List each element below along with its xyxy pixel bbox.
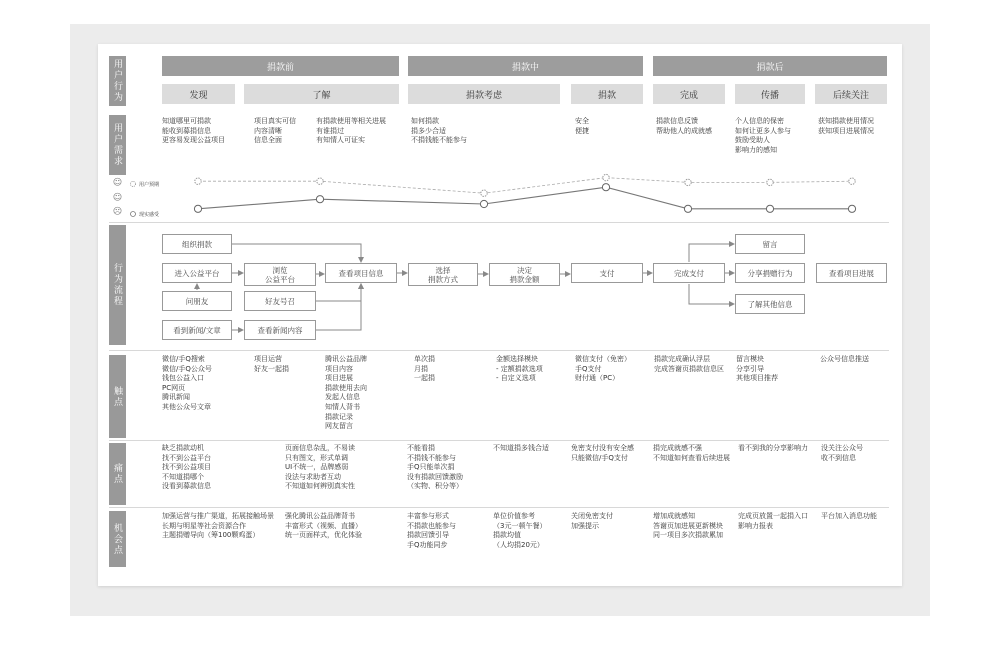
touchpoint-discover: 微信/手Q搜索 微信/手Q公众号 钱包公益入口 PC网页 腾讯新闻 其他公众号文章 <box>162 355 212 411</box>
touchpoint-complete: 捐款完成确认浮层 完成答谢页捐款信息区 <box>654 355 724 373</box>
flow-view-progress: 查看项目进展 <box>816 263 887 283</box>
flow-message: 留言 <box>735 234 805 254</box>
touchpoint-understand-2: 腾讯公益品牌 项目内容 项目进展 捐款使用去向 发起人信息 知情人背书 捐款记录 网友留言 <box>325 355 367 431</box>
data-point-actual <box>848 205 855 212</box>
flow-enter-platform: 进入公益平台 <box>162 263 232 283</box>
data-point-actual <box>194 205 201 212</box>
flow-pay: 支付 <box>571 263 643 283</box>
need-discover: 知道哪里可捐款 能收到募捐信息 更容易发现公益项目 <box>162 117 225 145</box>
opportunity-complete: 增加成就感知 答谢页加进展更新模块 同一项目多次捐款累加 <box>653 512 723 540</box>
stage-donate: 捐款 <box>571 84 643 104</box>
flow-browse: 浏览 公益平台 <box>244 263 316 286</box>
pain-consider-1: 不能看捐 不捐钱不能参与 手Q只能单次捐 没有捐款回馈激励 （实物、积分等） <box>407 444 463 491</box>
neutral-face-icon: ☺ <box>112 193 123 203</box>
pain-understand: 页面信息杂乱，不易读 只有图文，形式单调 UI不统一，品牌感弱 没法与求助者互动 不知道如何辨别真实性 <box>285 444 355 491</box>
flow-view-info: 查看项目信息 <box>325 263 397 283</box>
side-label-pain-points: 痛点 <box>109 443 126 505</box>
data-point-expected <box>767 179 773 185</box>
pain-spread: 看不到我的分享影响力 <box>738 444 808 452</box>
legend-expected: 用户预期 <box>139 182 160 188</box>
flow-arrow <box>316 284 361 330</box>
phase-after-donation: 捐款后 <box>653 56 887 76</box>
opportunity-follow-up: 平台加入消息功能 <box>821 512 877 520</box>
touchpoint-spread: 留言模块 分享引导 其他项目推荐 <box>736 355 778 383</box>
touchpoint-consider-1: 单次捐 月捐 一起捐 <box>414 355 435 383</box>
flow-ask-friend: 问朋友 <box>162 291 232 311</box>
flow-arrow <box>232 244 361 262</box>
pain-consider-2: 不知道捐多钱合适 <box>493 444 549 452</box>
opportunity-donate: 关闭免密支付 加强提示 <box>571 512 613 530</box>
stage-understand: 了解 <box>244 84 399 104</box>
data-point-expected <box>849 178 855 184</box>
flow-share: 分享捐赠行为 <box>735 263 805 283</box>
touchpoint-understand-1: 项目运营 好友一起捐 <box>254 355 289 373</box>
need-follow-up: 获知捐款使用情况 获知项目进展情况 <box>818 117 874 135</box>
data-point-actual <box>316 196 323 203</box>
side-label-user-behavior: 用户行为 <box>109 56 126 106</box>
side-label-opportunities: 机会点 <box>109 511 126 567</box>
touchpoint-follow-up: 公众号信息推送 <box>820 355 869 363</box>
phase-during-donation: 捐款中 <box>408 56 643 76</box>
need-understand-1: 项目真实可信 内容清晰 信息全面 <box>254 117 296 145</box>
pain-follow-up: 没关注公众号 收不到信息 <box>821 444 863 462</box>
flow-decide-amount: 决定 捐款金额 <box>489 263 560 286</box>
opportunity-discover: 加强运营与推广渠道，拓展接触场景 长期与明星等社会资源合作 主题捐赠导向（筹100颗鸡蛋） <box>162 512 274 540</box>
flow-view-news: 查看新闻内容 <box>244 320 316 340</box>
need-complete: 捐款信息反馈 帮助他人的成就感 <box>656 117 712 135</box>
flow-friend-call: 好友号召 <box>244 291 316 311</box>
flow-organize: 组织捐款 <box>162 234 232 254</box>
flow-see-news: 看到新闻/文章 <box>162 320 232 340</box>
stage-consider: 捐款考虑 <box>408 84 560 104</box>
data-point-actual <box>766 205 773 212</box>
data-point-expected <box>603 174 609 180</box>
flow-complete-pay: 完成支付 <box>653 263 725 283</box>
need-donate: 安全 便捷 <box>575 117 589 135</box>
data-point-actual <box>480 200 487 207</box>
stage-complete: 完成 <box>653 84 725 104</box>
touchpoint-consider-2: 金额选择模块 - 定额捐款选项 - 自定义选项 <box>496 355 543 383</box>
legend-actual-marker <box>131 212 136 217</box>
touchpoint-donate: 微信支付（免密） 手Q支付 财付通（PC） <box>575 355 631 383</box>
side-label-user-needs: 用户需求 <box>109 115 126 175</box>
opportunity-understand: 强化腾讯公益品牌背书 丰富形式（视频、直播） 统一页面样式，优化体验 <box>285 512 362 540</box>
flow-choose-method: 选择 捐款方式 <box>408 263 478 286</box>
opportunity-spread: 完成页放置一起捐入口 影响力报表 <box>738 512 808 530</box>
legend-expected-marker <box>131 182 136 187</box>
need-spread: 个人信息的保密 如何让更多人参与 鼓励受助人 影响力的感知 <box>735 117 791 154</box>
flow-arrow <box>316 284 361 301</box>
data-point-expected <box>195 178 201 184</box>
pain-discover: 缺乏捐款动机 找不到公益平台 找不到公益项目 不知道捐哪个 没看到募款信息 <box>162 444 211 491</box>
sad-face-icon: ☹ <box>112 207 123 217</box>
data-point-actual <box>602 184 609 191</box>
pain-donate: 免密支付没有安全感 只能微信/手Q支付 <box>571 444 634 462</box>
need-understand-2: 有捐款使用等相关进展 有谁捐过 有知情人可证实 <box>316 117 386 145</box>
opportunity-consider-2: 单位价值参考 （3元一顿午餐） 捐款均值 （人均捐20元） <box>493 512 547 549</box>
stage-spread: 传播 <box>735 84 805 104</box>
flow-learn-more: 了解其他信息 <box>735 294 805 314</box>
stage-follow-up: 后续关注 <box>815 84 887 104</box>
opportunity-consider-1: 丰富参与形式 不捐款也能参与 捐款回馈引导 手Q功能同步 <box>407 512 456 549</box>
side-label-touchpoints: 触点 <box>109 355 126 438</box>
data-point-expected <box>317 178 323 184</box>
pain-complete: 捐完成就感不强 不知道如何查看后续进展 <box>653 444 730 462</box>
data-point-actual <box>684 205 691 212</box>
data-point-expected <box>685 179 691 185</box>
flow-arrow <box>689 284 734 304</box>
side-label-flow: 行为流程 <box>109 225 126 345</box>
series-line-expected <box>198 178 852 194</box>
flow-arrow <box>689 244 734 262</box>
legend-actual: 现实感受 <box>139 212 160 218</box>
need-consider: 如何捐款 捐多少合适 不捐钱能不能参与 <box>411 117 467 145</box>
data-point-expected <box>481 190 487 196</box>
happy-face-icon: ☺ <box>112 178 123 188</box>
stage-discover: 发现 <box>162 84 235 104</box>
phase-before-donation: 捐款前 <box>162 56 399 76</box>
series-line-actual <box>198 187 852 209</box>
